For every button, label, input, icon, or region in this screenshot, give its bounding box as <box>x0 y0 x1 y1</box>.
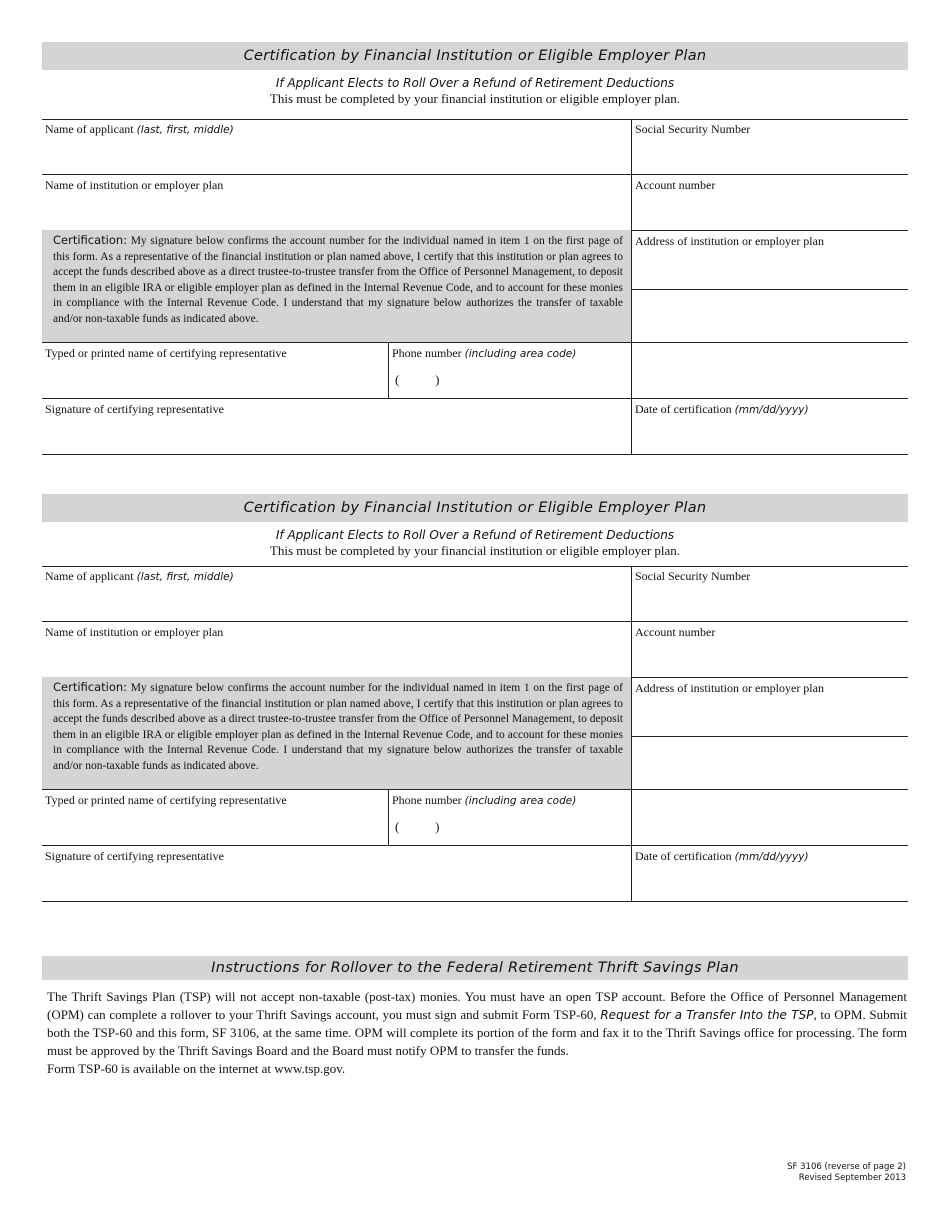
ssn-field[interactable] <box>632 566 908 621</box>
certification-statement <box>42 230 631 342</box>
certification-text: My signature below confirms the account number for the individual named in item 1 on the first page of this form. As a representative of the financial institution or plan named above, I certify that this institution or plan agrees to accept the funds described above as a direct trustee-to-trustee transfer from the Office of Personnel Management, to deposit them in an eligible IRA or eligible employer plan as defined in the Internal Revenue Code, and to account for these monies in compliance with the Internal Revenue Code. I understand that my signature below authorizes the transfer of taxable and/or non-taxable funds as indicated above. <box>53 235 624 325</box>
phone-area-code-parens: ( ) <box>395 819 440 834</box>
institution-name-label: Name of institution or employer plan <box>45 625 224 639</box>
certification-lead: Certification: <box>53 233 128 247</box>
applicant-name-hint: (last, first, middle) <box>136 571 234 583</box>
certification-text: My signature below confirms the account number for the individual named in item 1 on the first page of this form. As a representative of the financial institution or plan named above, I certify that this institution or plan agrees to accept the funds described above as a direct trustee-to-trustee transfer from the Office of Personnel Management, to deposit them in an eligible IRA or eligible employer plan as defined in the Internal Revenue Code, and to account for these monies in compliance with the Internal Revenue Code. I understand that my signature below authorizes the transfer of taxable and/or non-taxable funds as indicated above. <box>53 682 624 772</box>
certification-statement <box>42 677 631 789</box>
section-subtitle-italic: If Applicant Elects to Roll Over a Refund of Retirement Deductions <box>275 76 675 90</box>
account-number-label: Account number <box>635 178 716 192</box>
applicant-name-field[interactable] <box>42 566 631 621</box>
phone-field[interactable] <box>389 343 631 398</box>
signature-label: Signature of certifying representative <box>45 402 224 416</box>
certification-form-grid <box>42 566 908 902</box>
date-label: Date of certification <box>635 849 732 863</box>
certification-lead: Certification: <box>53 680 128 694</box>
address-field[interactable] <box>632 678 908 845</box>
instructions-tsp-link-line: Form TSP-60 is available on the internet at www.tsp.gov. <box>47 1061 346 1076</box>
rep-name-label: Typed or printed name of certifying representative <box>45 346 287 360</box>
date-hint: (mm/dd/yyyy) <box>734 851 809 863</box>
ssn-label: Social Security Number <box>635 569 751 583</box>
institution-name-field[interactable] <box>42 622 631 677</box>
rep-name-label: Typed or printed name of certifying representative <box>45 793 287 807</box>
institution-name-field[interactable] <box>42 175 631 230</box>
date-label: Date of certification <box>635 402 732 416</box>
certification-form-grid <box>42 119 908 455</box>
rep-name-field[interactable] <box>42 343 388 398</box>
applicant-name-field[interactable] <box>42 119 631 174</box>
address-label: Address of institution or employer plan <box>635 681 824 695</box>
instructions-text-part2: , to OPM. Submit both the TSP-60 and this form, SF 3106, at the same time. OPM will complete its portion of the form and fax it to the Thrift Savings office for processing. The form must be approved by the Thrift Savings Board and the Board must notify OPM to transfer the funds. <box>47 1007 907 1058</box>
address-label: Address of institution or employer plan <box>635 234 824 248</box>
applicant-name-hint: (last, first, middle) <box>136 124 234 136</box>
revision-date: Revised September 2013 <box>798 1173 906 1183</box>
instructions-form-title: Request for a Transfer Into the TSP <box>600 1008 814 1022</box>
signature-label: Signature of certifying representative <box>45 849 224 863</box>
date-field[interactable] <box>632 846 908 901</box>
address-field[interactable] <box>632 231 908 398</box>
applicant-name-label: Name of applicant <box>45 122 134 136</box>
ssn-field[interactable] <box>632 119 908 174</box>
section-subtitle-italic: If Applicant Elects to Roll Over a Refund of Retirement Deductions <box>275 528 675 542</box>
account-number-label: Account number <box>635 625 716 639</box>
signature-field[interactable] <box>42 399 631 454</box>
instructions-body <box>47 988 907 1078</box>
instructions-title: Instructions for Rollover to the Federal Retirement Thrift Savings Plan <box>42 956 908 980</box>
form-footer <box>787 1162 906 1184</box>
phone-area-code-parens: ( ) <box>395 372 440 387</box>
section-title: Certification by Financial Institution or Eligible Employer Plan <box>42 42 908 70</box>
certification-section-2 <box>42 494 908 902</box>
phone-label: Phone number <box>392 346 462 360</box>
signature-field[interactable] <box>42 846 631 901</box>
section-subtitle: This must be completed by your financial institution or eligible employer plan. <box>269 543 681 558</box>
phone-label: Phone number <box>392 793 462 807</box>
rep-name-field[interactable] <box>42 790 388 845</box>
phone-field[interactable] <box>389 790 631 845</box>
certification-section-1 <box>42 42 908 455</box>
section-title: Certification by Financial Institution or Eligible Employer Plan <box>42 494 908 522</box>
phone-hint: (including area code) <box>464 348 577 360</box>
applicant-name-label: Name of applicant <box>45 569 134 583</box>
phone-hint: (including area code) <box>464 795 577 807</box>
instructions-text-part1: The Thrift Savings Plan (TSP) will not accept non-taxable (post-tax) monies. You must have an open TSP account. Before the Office of Personnel Management (OPM) can complete a rollover to your Thrift Savings account, you must sign and submit Form TSP-60, <box>47 989 907 1022</box>
account-number-field[interactable] <box>632 175 908 230</box>
account-number-field[interactable] <box>632 622 908 677</box>
institution-name-label: Name of institution or employer plan <box>45 178 224 192</box>
date-hint: (mm/dd/yyyy) <box>734 404 809 416</box>
section-subtitle: This must be completed by your financial institution or eligible employer plan. <box>269 91 681 106</box>
ssn-label: Social Security Number <box>635 122 751 136</box>
form-id: SF 3106 (reverse of page 2) <box>787 1162 906 1172</box>
date-field[interactable] <box>632 399 908 454</box>
